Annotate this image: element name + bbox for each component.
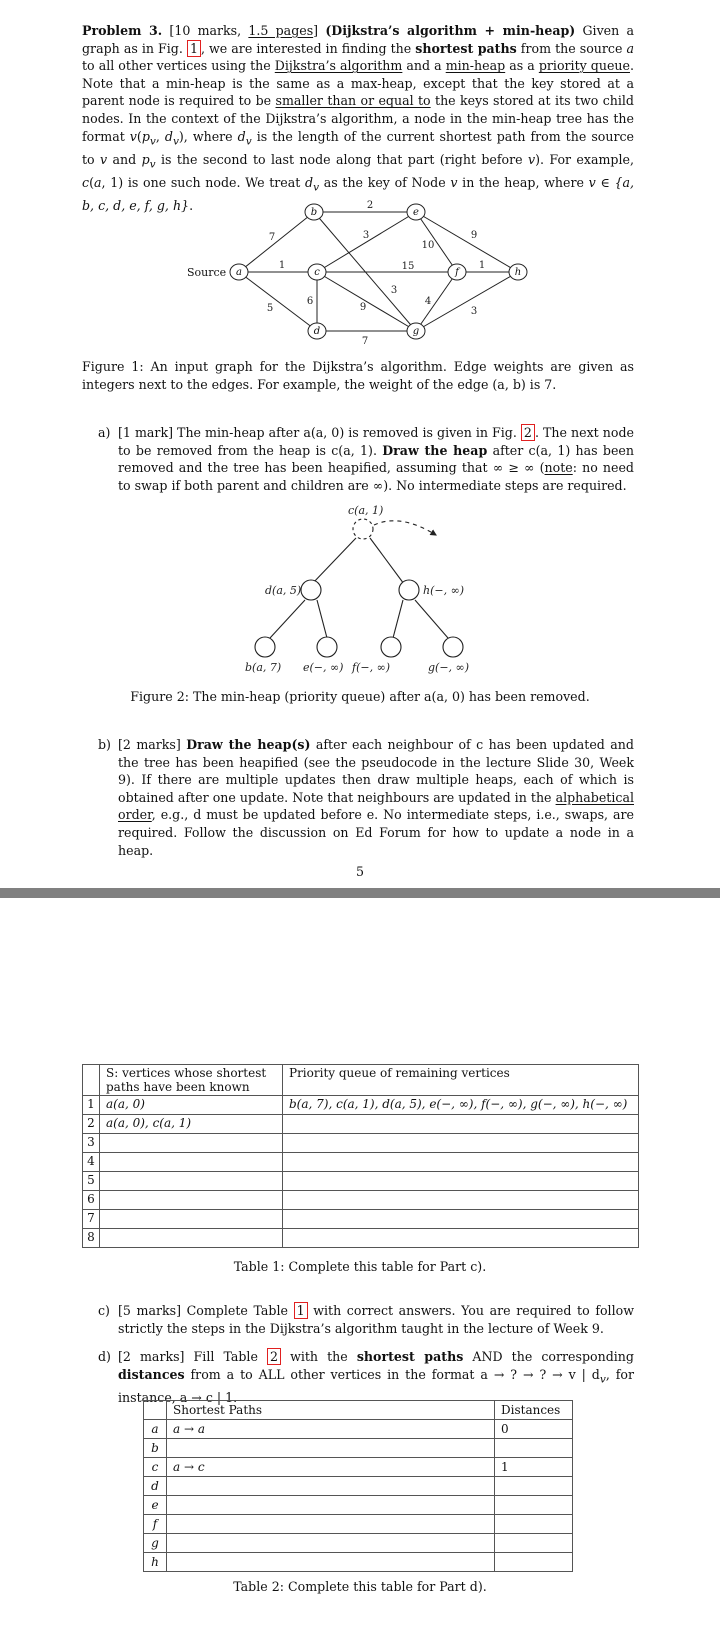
table-row	[144, 1439, 573, 1458]
underlined-term: smaller than or equal to	[275, 93, 431, 109]
text: Complete Table	[181, 1303, 294, 1318]
source-label: Source	[187, 266, 227, 279]
heap-node-left	[301, 580, 321, 600]
part-d-marks: [2 marks]	[118, 1349, 185, 1364]
text: after c(a, 1) has been removed and the tree has been heapified, assuming that ∞ ≥ ∞ (	[118, 442, 634, 476]
page-separator	[0, 888, 720, 898]
cell-pq[interactable]	[283, 1229, 639, 1248]
heap-edge-left-lr	[317, 600, 327, 638]
table-2-header-paths: Shortest Paths	[167, 1401, 495, 1420]
distance-cell[interactable]	[495, 1477, 573, 1496]
heap-edge-left-ll	[270, 600, 305, 638]
part-b-label: b)	[98, 737, 111, 752]
marks-pages: 1.5 pages	[248, 23, 314, 38]
heap-node-ll	[255, 637, 275, 657]
text: and a	[402, 58, 446, 74]
heap-label-rr: g(−, ∞)	[428, 661, 469, 674]
vertex-cell: d	[144, 1477, 167, 1496]
heap-removed-root	[353, 519, 373, 539]
underlined-term: Dijkstra’s algorithm	[274, 58, 403, 74]
heap-node-rl	[381, 637, 401, 657]
problem-title: (Dijkstra’s algorithm + min-heap)	[325, 23, 576, 38]
weight-ac: 1	[278, 260, 286, 271]
heap-node-rr	[443, 637, 463, 657]
cell-s[interactable]: a(a, 0), c(a, 1)	[100, 1115, 283, 1134]
cell-pq[interactable]	[283, 1191, 639, 1210]
text: ). For example,	[535, 151, 634, 167]
path-cell[interactable]	[167, 1553, 495, 1572]
text: is one such node. We treat	[123, 174, 306, 190]
text: and	[107, 151, 142, 167]
heap-label-rl: f(−, ∞)	[352, 661, 391, 674]
heap-label-lr: e(−, ∞)	[303, 661, 344, 674]
vertex-cell: c	[144, 1458, 167, 1477]
edge-f-g	[416, 272, 457, 331]
vertex-cell: e	[144, 1496, 167, 1515]
figure-1-caption: Figure 1: An input graph for the Dijkstra’s algorithm. Edge weights are given as integers next to the edges. For example, the weight of the edge (a, b) is 7.	[82, 359, 634, 392]
text: with the	[281, 1349, 357, 1364]
part-c-label: c)	[98, 1303, 110, 1318]
bold-term: shortest paths	[356, 1349, 464, 1364]
weight-fg: 4	[424, 296, 432, 307]
cell-s[interactable]	[100, 1172, 283, 1191]
row-number: 2	[83, 1115, 100, 1134]
part-c	[98, 1302, 634, 1337]
note-term: note	[544, 460, 573, 476]
text: is the length of the current shortest path from the source to	[82, 128, 635, 167]
marks-close: ]	[313, 23, 319, 38]
cell-s[interactable]	[100, 1153, 283, 1172]
cell-s[interactable]: a(a, 0)	[100, 1096, 283, 1115]
page-number: 5	[355, 864, 364, 879]
text: with correct answers. You are required to follow strictly the steps in the Dijkstra’s algorithm taught in the lecture of Week 9.	[118, 1303, 634, 1336]
vertex-set: v ∈ {a, b, c, d, e, f, g, h}	[82, 174, 635, 213]
vertex-cell: f	[144, 1515, 167, 1534]
cell-pq[interactable]	[283, 1153, 639, 1172]
weight-bg: 3	[390, 285, 398, 296]
weight-ab: 7	[268, 232, 276, 243]
distance-cell[interactable]	[495, 1553, 573, 1572]
page-2	[0, 898, 720, 1629]
heap-edge-right-rr	[415, 600, 448, 638]
vertex-cell: b	[144, 1439, 167, 1458]
text: after each neighbour of c has been updated and the tree has been heapified (see the pseudocode in the lecture Slide 30, Week 9). If there are multiple updates then draw multiple heaps, each of which is obtained after one update. Note that neighbours are updated in the	[118, 737, 634, 805]
weight-ad: 5	[266, 303, 274, 314]
text: , e.g., d must be updated before e. No intermediate steps, i.e., swaps, are required. Follow the discussion on Ed Forum for how to update a node in a heap.	[118, 807, 634, 858]
table-row	[144, 1458, 573, 1477]
cell-pq[interactable]	[283, 1134, 639, 1153]
cell-pq[interactable]	[283, 1115, 639, 1134]
row-number: 7	[83, 1210, 100, 1229]
text: in the heap, where	[457, 174, 589, 190]
table-1	[82, 1064, 639, 1248]
row-number: 3	[83, 1134, 100, 1153]
weight-fh: 1	[478, 260, 486, 271]
text: Fill Table	[184, 1349, 267, 1364]
cell-pq[interactable]	[283, 1172, 639, 1191]
text: , where	[183, 128, 238, 144]
path-cell[interactable]	[167, 1439, 495, 1458]
row-number: 1	[83, 1096, 100, 1115]
path-cell[interactable]	[167, 1496, 495, 1515]
table-row	[144, 1534, 573, 1553]
weight-gh: 3	[470, 306, 478, 317]
node-label-h: h	[514, 267, 522, 278]
path-cell[interactable]: a → c	[167, 1458, 495, 1477]
weight-cf: 15	[401, 261, 415, 272]
table-row	[144, 1515, 573, 1534]
table-2-header	[144, 1401, 573, 1420]
text: Given a graph as in Fig.	[82, 23, 634, 56]
marks-text: [10 marks,	[169, 23, 249, 38]
problem-heading: Problem 3.	[82, 23, 163, 38]
table-row	[83, 1153, 639, 1172]
table-1-corner	[83, 1065, 100, 1096]
table-row	[144, 1553, 573, 1572]
distance-cell[interactable]	[495, 1439, 573, 1458]
underlined-term: priority queue	[538, 58, 630, 74]
row-number: 5	[83, 1172, 100, 1191]
vertex-cell: a	[144, 1420, 167, 1439]
table-1-caption: Table 1: Complete this table for Part c).	[233, 1259, 487, 1274]
edge-a-b	[239, 212, 314, 272]
table-row	[83, 1229, 639, 1248]
text: .	[189, 197, 194, 213]
table-1-header-s	[100, 1065, 283, 1096]
part-d: d) [2 marks] Fill Table 2 with the shortest paths AND the corresponding distances from a to ALL other vertices in the format a → ? → ? → v | $d_v$, for instance, a → c | 1.	[98, 1349, 635, 1405]
bold-term: Draw the heap	[382, 442, 488, 458]
heap-edge-root-left	[312, 538, 356, 584]
node-label-d: d	[313, 326, 321, 337]
heap-label-left: d(a, 5)	[265, 584, 302, 597]
distance-cell[interactable]	[495, 1496, 573, 1515]
row-number: 4	[83, 1153, 100, 1172]
path-cell[interactable]: a → a	[167, 1420, 495, 1439]
text: The min-heap after a(a, 0) is removed is given in Fig.	[173, 425, 521, 440]
part-a	[98, 424, 634, 494]
node-label-f: f	[455, 267, 459, 278]
heap-label-root: c(a, 1)	[348, 505, 384, 517]
weight-ef: 10	[421, 240, 435, 251]
text: as the key of Node	[319, 174, 451, 190]
table-2-header-dist: Distances	[495, 1401, 573, 1420]
part-c-marks: [5 marks]	[118, 1303, 182, 1318]
underlined-term: alphabetical order	[118, 789, 634, 823]
table-row	[144, 1477, 573, 1496]
table-2-corner	[144, 1401, 167, 1420]
part-b-marks: [2 marks]	[118, 737, 181, 752]
removal-arrow	[374, 521, 436, 535]
cell-s[interactable]	[100, 1229, 283, 1248]
weight-be: 2	[366, 200, 374, 211]
part-b	[98, 736, 634, 859]
table-row	[83, 1210, 639, 1229]
node-label-b: b	[310, 207, 318, 218]
weight-dg: 7	[361, 336, 369, 347]
table-row	[83, 1172, 639, 1191]
path-cell[interactable]	[167, 1515, 495, 1534]
row-number: 8	[83, 1229, 100, 1248]
vertex-cell: g	[144, 1534, 167, 1553]
row-number: 6	[83, 1191, 100, 1210]
table-row	[144, 1496, 573, 1515]
table-2-link[interactable]: 2	[267, 1348, 281, 1365]
text: . The next node to be removed from the heap is c(a, 1).	[118, 425, 634, 458]
node-label-c: c	[314, 267, 320, 278]
text: the keys stored at its two child nodes. In the context of the Dijkstra’s algorithm, a node in the min-heap tree has the format	[82, 93, 634, 144]
table-row	[83, 1096, 639, 1115]
table-row	[144, 1420, 573, 1439]
table-1-header	[83, 1065, 639, 1096]
weight-cd: 6	[306, 296, 314, 307]
part-a-label: a)	[98, 425, 111, 440]
path-cell[interactable]	[167, 1534, 495, 1553]
table-row	[83, 1191, 639, 1210]
text: , for instance, a → c | 1.	[118, 1366, 635, 1405]
part-a-marks: [1 mark]	[118, 425, 173, 440]
table-2	[143, 1400, 573, 1572]
table-row	[83, 1134, 639, 1153]
figure-2-link[interactable]: 2	[521, 424, 535, 441]
vertex-cell: h	[144, 1553, 167, 1572]
cell-s[interactable]	[100, 1134, 283, 1153]
heap-label-ll: b(a, 7)	[245, 661, 282, 674]
cell-pq[interactable]: b(a, 7), c(a, 1), d(a, 5), e(−, ∞), f(−, ∞), g(−, ∞), h(−, ∞)	[283, 1096, 639, 1115]
text: to all other vertices using the	[82, 58, 275, 74]
text: is the second to last node along that part (right before	[155, 151, 528, 167]
weight-ce: 3	[362, 230, 370, 241]
edge-a-d	[239, 272, 317, 331]
figure-1-link[interactable]: 1	[187, 40, 201, 57]
table-1-header-pq: Priority queue of remaining vertices	[283, 1065, 639, 1096]
bold-term: Draw the heap(s)	[186, 737, 311, 752]
part-d-label: d)	[98, 1349, 111, 1364]
heap-label-right: h(−, ∞)	[423, 584, 465, 597]
text: as a	[505, 58, 539, 74]
underlined-term: min-heap	[445, 58, 506, 74]
distance-cell[interactable]	[495, 1515, 573, 1534]
table-row	[83, 1115, 639, 1134]
table-2-caption: Table 2: Complete this table for Part d).	[233, 1579, 487, 1594]
node-label-a: a	[236, 267, 242, 278]
bold-term: distances	[118, 1366, 185, 1382]
table-1-link[interactable]: 1	[294, 1302, 308, 1319]
weight-cg: 9	[359, 302, 367, 313]
cell-s[interactable]	[100, 1210, 283, 1229]
text: AND the corresponding	[463, 1349, 634, 1364]
node-label-e: e	[413, 207, 419, 218]
bold-term: shortest paths	[415, 40, 517, 56]
distance-cell[interactable]: 0	[495, 1420, 573, 1439]
heap-edge-right-rl	[393, 600, 403, 638]
distance-cell[interactable]	[495, 1534, 573, 1553]
heap-node-lr	[317, 637, 337, 657]
cell-s[interactable]	[100, 1191, 283, 1210]
path-cell[interactable]	[167, 1477, 495, 1496]
heap-node-right	[399, 580, 419, 600]
text: from a to ALL other vertices in the format a → ? → ? → v | d	[184, 1366, 600, 1382]
problem-statement: Problem 3. [10 marks, 1.5 pages] (Dijkstra’s algorithm + min-heap) Given a graph as in Fig. 1 , we are interested in finding the shortest paths from the source a to all other vertices using the Dijkstra’s algorithm and a min-heap as a priority queue. Note that a min-heap is the same as a max-heap, except that the key stored at a parent node is required to be smaller than or equal to the keys stored at its two child nodes. In the context of the Dijkstra’s algorithm, a node in the min-heap tree has the format $v(p_v$, $d_v$), where $d_v$ is the length of the current shortest path from the source to v and $p_v$ is the second to last node along that part (right before v). For example, c(a, 1) is one such node. We treat $d_v$ as the key of Node v in the heap, where v ∈ {a, b, c, d, e, f, g, h}.	[82, 23, 635, 213]
weight-eh: 9	[470, 230, 478, 241]
text: . Note that a min-heap is the same as a max-heap, except that the key stored at a parent node is required to be	[82, 58, 634, 109]
node-label-g: g	[412, 326, 420, 337]
figure-2-heap	[0, 505, 720, 680]
header-text: S: vertices whose shortest paths have been known	[106, 1066, 267, 1094]
text: from the source	[516, 40, 627, 56]
text: : no need to swap if both parent and children are ∞). No intermediate steps are required.	[118, 460, 634, 493]
figure-2-caption: Figure 2: The min-heap (priority queue) after a(a, 0) has been removed.	[130, 689, 590, 704]
distance-cell[interactable]: 1	[495, 1458, 573, 1477]
figure-1-graph	[0, 0, 720, 350]
edge-c-g	[317, 272, 416, 331]
cell-pq[interactable]	[283, 1210, 639, 1229]
heap-edge-root-right	[370, 538, 404, 584]
text: , we are interested in finding the	[200, 40, 416, 56]
edge-g-h	[416, 272, 518, 331]
